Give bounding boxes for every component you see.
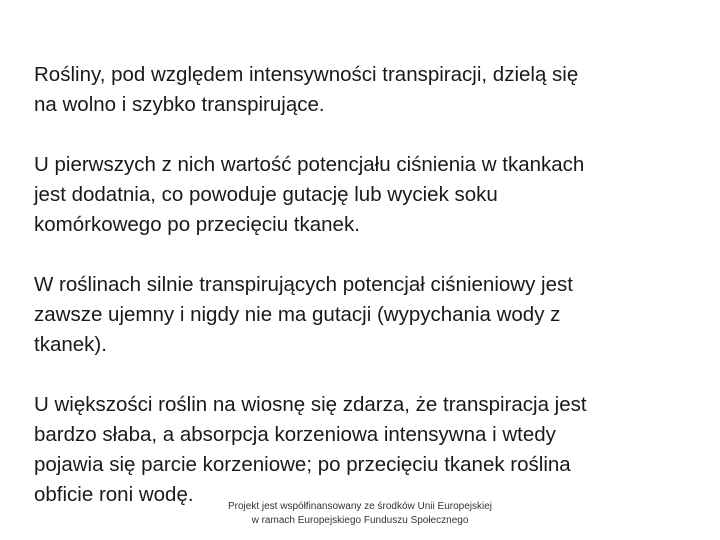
paragraph-fast-transpiring: W roślinach silnie transpirujących potencjał ciśnieniowy jest zawsze ujemny i nigdy nie ma gutacji (wypychania wody z tkanek). xyxy=(34,273,573,356)
paragraph-transpiration-types: Rośliny, pod względem intensywności transpiracji, dzielą się na wolno i szybko transpirujące. xyxy=(34,63,579,116)
slide-content xyxy=(34,60,694,540)
paragraph-spring-root-pressure: U większości roślin na wiosnę się zdarza, że transpiracja jest bardzo słaba, a absorpcja korzeniowa intensywna i wtedy pojawia się parcie korzeniowe; po przecięciu tkanek roślina obficie roni wodę. xyxy=(34,393,587,506)
funding-footer: Projekt jest współfinansowany ze środków Unii Europejskiej w ramach Europejskiego Funduszu Społecznego xyxy=(227,501,492,526)
paragraph-slow-transpiring: U pierwszych z nich wartość potencjału ciśnienia w tkankach jest dodatnia, co powoduje gutację lub wyciek soku komórkowego po przecięciu tkanek. xyxy=(34,153,585,236)
